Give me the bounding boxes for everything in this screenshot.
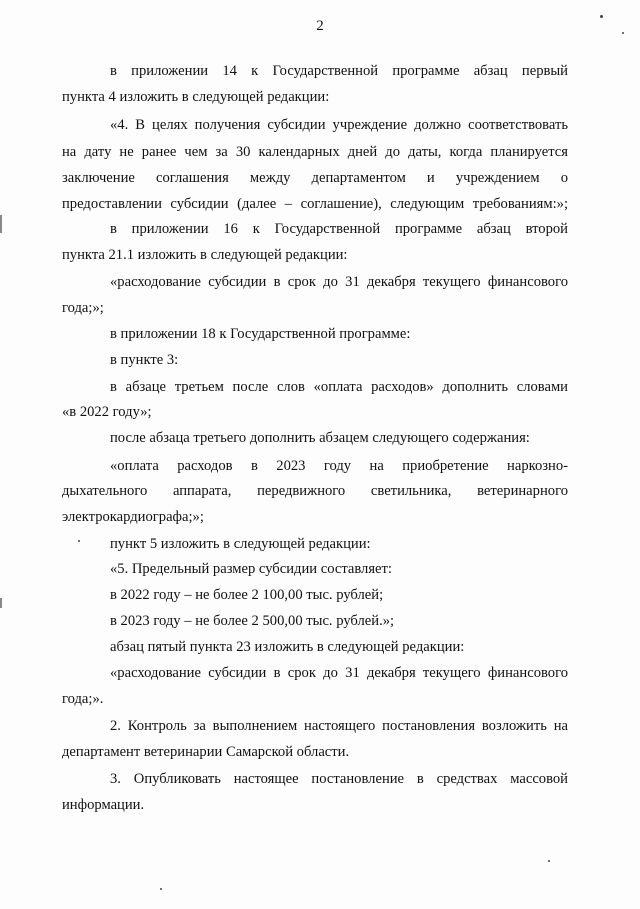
paragraph-line: заключение соглашения между департаментом и учреждением о [62,170,568,186]
paragraph-line: в приложении 16 к Государственной программе абзац второй [110,221,568,237]
paragraph-line: 2. Контроль за выполнением настоящего постановления возложить на [110,718,568,734]
page-number: 2 [316,18,324,34]
paragraph-line: предоставлении субсидии (далее – соглашение), следующим требованиям:»; [62,196,568,212]
scan-edge-mark [0,598,2,608]
paragraph-line: в приложении 14 к Государственной программе абзац первый [110,63,568,79]
paragraph-line: электрокардиографа;»; [62,509,204,525]
paragraph-line: 3. Опубликовать настоящее постановление в средствах массовой [110,771,568,787]
scan-speck [622,32,624,34]
paragraph-line: «оплата расходов в 2023 году на приобретение наркозно- [110,458,568,474]
scan-speck [600,15,603,18]
scan-speck [160,888,162,890]
paragraph-line: информации. [62,797,145,813]
paragraph-line: в абзаце третьем после слов «оплата расходов» дополнить словами [110,379,568,395]
paragraph-line: абзац пятый пункта 23 изложить в следующей редакции: [110,639,465,655]
paragraph-line: «расходование субсидии в срок до 31 декабря текущего финансового [110,665,568,681]
paragraph-line: в приложении 18 к Государственной программе: [110,326,411,342]
scan-speck [548,860,550,862]
paragraph-line: года;»; [62,300,104,316]
paragraph-line: «расходование субсидии в срок до 31 декабря текущего финансового [110,274,568,290]
paragraph-line: «5. Предельный размер субсидии составляет: [110,561,392,577]
paragraph-line: департамент ветеринарии Самарской области. [62,744,350,760]
paragraph-line: на дату не ранее чем за 30 календарных дней до даты, когда планируется [62,144,568,160]
paragraph-line: после абзаца третьего дополнить абзацем следующего содержания: [110,430,530,446]
paragraph-line: пункт 5 изложить в следующей редакции: [110,536,371,552]
paragraph-line: пункта 21.1 изложить в следующей редакции: [62,247,348,263]
paragraph-line: дыхательного аппарата, передвижного светильника, ветеринарного [62,483,568,499]
scan-speck [78,540,80,542]
paragraph-line: в 2023 году – не более 2 500,00 тыс. рублей.»; [110,613,395,629]
paragraph-line: года;». [62,691,104,707]
paragraph-line: «4. В целях получения субсидии учреждение должно соответствовать [110,117,568,133]
paragraph-line: в пункте 3: [110,352,179,368]
paragraph-line: «в 2022 году»; [62,404,152,420]
paragraph-line: в 2022 году – не более 2 100,00 тыс. рублей; [110,587,384,603]
scan-edge-mark [0,215,2,233]
paragraph-line: пункта 4 изложить в следующей редакции: [62,89,330,105]
